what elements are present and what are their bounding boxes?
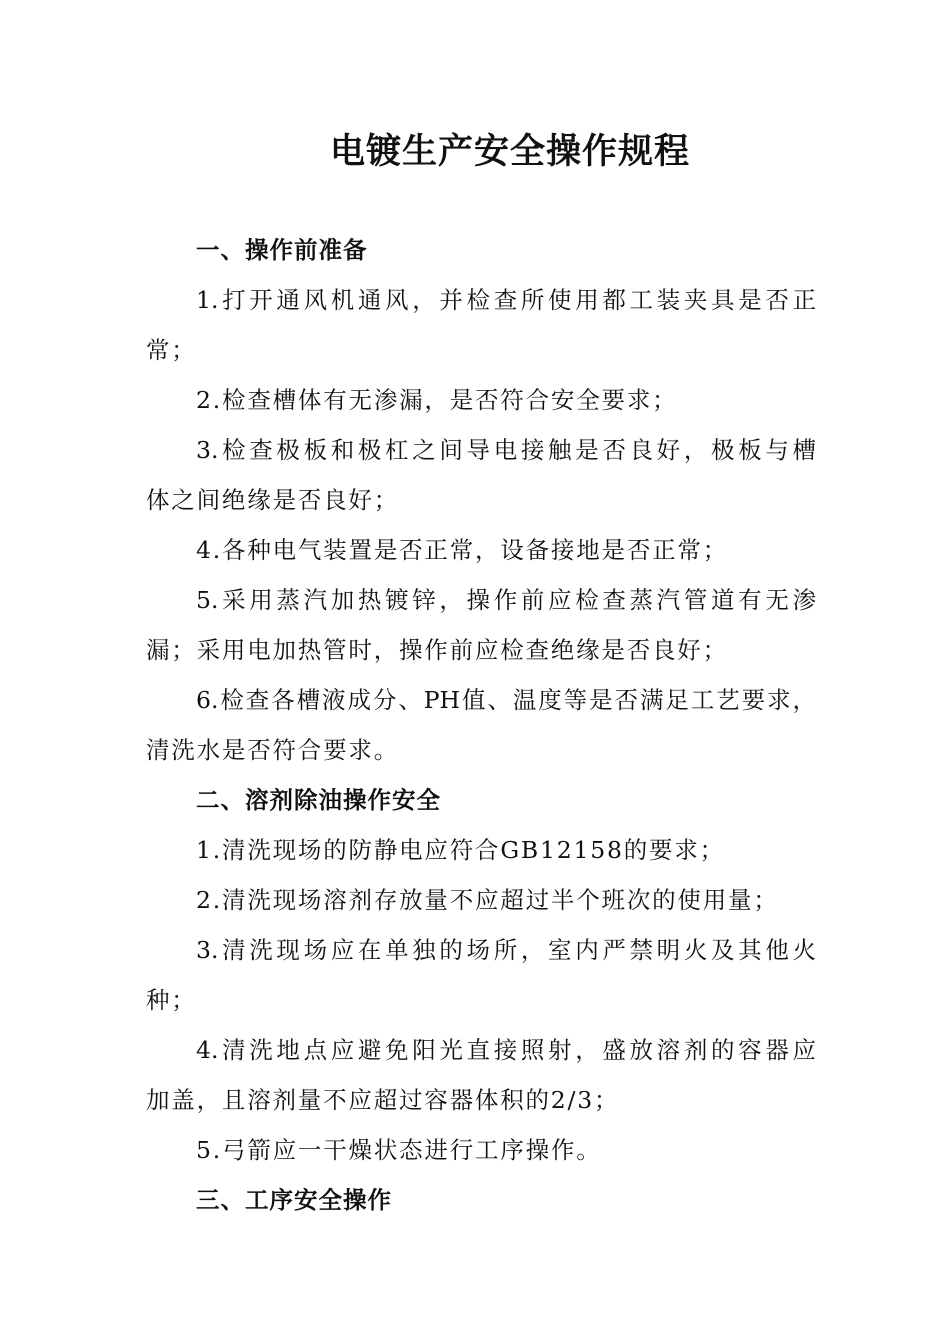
- section-heading-2: 二、溶剂除油操作安全: [196, 786, 441, 814]
- paragraph-line: 1.打开通风机通风，并检查所使用都工装夹具是否正: [196, 286, 816, 314]
- paragraph-line: 1.清洗现场的防静电应符合GB12158的要求；: [196, 836, 725, 864]
- paragraph-line: 2.清洗现场溶剂存放量不应超过半个班次的使用量；: [196, 886, 779, 914]
- paragraph-line: 6.检查各槽液成分、PH值、温度等是否满足工艺要求，: [196, 686, 816, 714]
- paragraph-line: 常；: [146, 336, 197, 364]
- paragraph-line: 5.弓箭应一干燥状态进行工序操作。: [196, 1136, 602, 1164]
- paragraph-line: 4.各种电气装置是否正常，设备接地是否正常；: [196, 536, 729, 564]
- section-heading-3: 三、工序安全操作: [196, 1186, 392, 1214]
- section-heading-1: 一、操作前准备: [196, 236, 368, 264]
- paragraph-line: 种；: [146, 986, 197, 1014]
- paragraph-line: 清洗水是否符合要求。: [146, 736, 399, 764]
- paragraph-line: 漏；采用电加热管时，操作前应检查绝缘是否良好；: [146, 636, 728, 664]
- paragraph-line: 4.清洗地点应避免阳光直接照射，盛放溶剂的容器应: [196, 1036, 816, 1064]
- paragraph-line: 3.检查极板和极杠之间导电接触是否良好，极板与槽: [196, 436, 816, 464]
- document-title: 电镀生产安全操作规程: [329, 132, 690, 172]
- paragraph-line: 加盖，且溶剂量不应超过容器体积的2/3；: [146, 1086, 620, 1114]
- paragraph-line: 5.采用蒸汽加热镀锌，操作前应检查蒸汽管道有无渗: [196, 586, 816, 614]
- paragraph-line: 2.检查槽体有无渗漏，是否符合安全要求；: [196, 386, 678, 414]
- paragraph-line: 3.清洗现场应在单独的场所，室内严禁明火及其他火: [196, 936, 816, 964]
- paragraph-line: 体之间绝缘是否良好；: [146, 486, 399, 514]
